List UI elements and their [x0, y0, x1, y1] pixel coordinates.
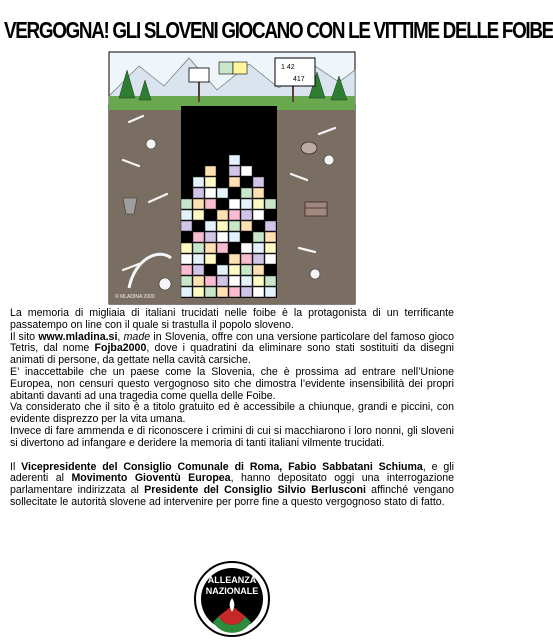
- text-run: Il: [10, 460, 22, 473]
- text-run: ,: [117, 330, 124, 343]
- stack-block: [241, 188, 252, 198]
- stack-block: [205, 199, 216, 209]
- stack-block: [253, 254, 264, 264]
- stack-block: [217, 188, 228, 198]
- text-run: Invece di fare ammenda e di riconoscere i crimini di cui si macchiarono i loro nonni, gli sloveni si divertono ad infangare e deridere la memoria di tanti italiani vilmente trucidati.: [10, 424, 454, 449]
- headline: VERGOGNA! GLI SLOVENI GIOCANO CON LE VITTIME DELLE FOIBE: [4, 17, 553, 43]
- cartoon-illustration: [109, 52, 355, 304]
- logo-line2: NAZIONALE: [205, 586, 259, 596]
- stack-block: [241, 166, 252, 176]
- stack-block: [253, 177, 264, 187]
- text-run: E’ inaccettabile che un paese come la Slovenia, che è prossima ad entrare nell’Unione Europea, non censuri questo vergognoso sito che dimostra l’evidente insensibilità dei propri abitanti davanti ad una tragedia come quella delle Foibe.: [10, 365, 454, 402]
- treasure-chest: [305, 202, 327, 216]
- stack-block: [265, 199, 276, 209]
- stack-block: [193, 232, 204, 242]
- article-body: [10, 308, 454, 509]
- stack-block: [217, 210, 228, 220]
- stack-block: [181, 276, 192, 286]
- stack-block: [265, 221, 276, 231]
- stack-block: [217, 276, 228, 286]
- text-run: , e gli aderenti al: [10, 460, 454, 485]
- stack-block: [205, 287, 216, 297]
- stack-block: [253, 232, 264, 242]
- stack-block: [181, 254, 192, 264]
- stack-block: [193, 188, 204, 198]
- alleanza-nazionale-logo: [193, 560, 271, 638]
- stack-block: [193, 265, 204, 275]
- stack-block: [229, 210, 240, 220]
- stack-block: [193, 243, 204, 253]
- stack-block: [265, 276, 276, 286]
- stack-block: [181, 243, 192, 253]
- stack-block: [253, 188, 264, 198]
- paragraph-2: [10, 332, 454, 367]
- stack-block: [205, 221, 216, 231]
- stack-block: [229, 199, 240, 209]
- stack-block: [241, 221, 252, 231]
- stack-block: [193, 177, 204, 187]
- stack-block: [241, 287, 252, 297]
- paragraph-6: [10, 462, 454, 509]
- stack-block: [253, 265, 264, 275]
- text-run: affinché vengano sollecitate le autorità slovene ad intervenire per porre fine a questo vergognoso stato di fatto.: [10, 484, 455, 508]
- stack-block: [193, 210, 204, 220]
- stack-block: [229, 155, 240, 165]
- stack-block: [265, 287, 276, 297]
- stack-block: [229, 177, 240, 187]
- italic-run: made: [123, 330, 151, 343]
- stack-block: [205, 177, 216, 187]
- stack-block: [205, 276, 216, 286]
- stack-block: [229, 265, 240, 275]
- stack-block: [181, 221, 192, 231]
- stack-block: [229, 232, 240, 242]
- stack-block: [193, 276, 204, 286]
- paragraph-5: [10, 426, 454, 450]
- logo-line1: ALLEANZA: [207, 575, 257, 585]
- text-run: , hanno depositato oggi una interrogazione parlamentare indirizzata al: [10, 472, 454, 497]
- score-top: 1 42: [281, 64, 295, 71]
- bold-run: Vicepresidente del Consiglio Comunale di Roma, Fabio Sabbatani Schiuma: [21, 460, 423, 473]
- stack-block: [181, 265, 192, 275]
- stack-block: [229, 254, 240, 264]
- stack-block: [241, 276, 252, 286]
- text-run: , dove i quadratini da eliminare sono stati sostituiti da disegni animati di persone, da gettate nella cavità carsiche.: [10, 342, 454, 367]
- tetris-cartoon: [109, 52, 355, 304]
- stack-block: [181, 287, 192, 297]
- stack-block: [253, 287, 264, 297]
- pot: [301, 142, 317, 154]
- stack-block: [205, 188, 216, 198]
- paragraph-4: [10, 402, 454, 426]
- stack-block: [241, 254, 252, 264]
- stack-block: [241, 210, 252, 220]
- text-run: Il sito: [10, 330, 39, 343]
- stack-block: [265, 254, 276, 264]
- bold-run: Movimento Gioventù Europea: [71, 472, 231, 485]
- stack-block: [205, 166, 216, 176]
- stack-block: [265, 243, 276, 253]
- text-run: La memoria di migliaia di italiani trucidati nelle foibe è la protagonista di un terrificante passatempo on line con il quale si trastulla il popolo sloveno.: [10, 307, 454, 331]
- stack-block: [181, 199, 192, 209]
- stack-block: [265, 232, 276, 242]
- stack-block: [241, 199, 252, 209]
- stack-block: [253, 210, 264, 220]
- stack-block: [217, 221, 228, 231]
- stack-block: [229, 221, 240, 231]
- cartoon-signature: © MLADINA 2000: [115, 294, 155, 300]
- stack-block: [217, 232, 228, 242]
- stack-block: [193, 199, 204, 209]
- text-run: in Slovenia, offre con una versione particolare del famoso gioco Tetris, dal nome: [10, 330, 454, 355]
- stack-block: [253, 199, 264, 209]
- stack-block: [205, 243, 216, 253]
- stack-block: [193, 254, 204, 264]
- paragraph-3: [10, 367, 454, 402]
- stack-block: [217, 265, 228, 275]
- stack-block: [217, 243, 228, 253]
- stack-block: [241, 243, 252, 253]
- bold-run: Fojba2000: [94, 342, 147, 355]
- stack-block: [229, 276, 240, 286]
- falling-block: [219, 62, 247, 74]
- stack-block: [229, 166, 240, 176]
- stack-block: [253, 276, 264, 286]
- stack-block: [205, 232, 216, 242]
- stack-block: [193, 287, 204, 297]
- stack-block: [229, 287, 240, 297]
- bold-run: Presidente del Consiglio Silvio Berlusconi: [144, 484, 366, 497]
- stack-block: [181, 210, 192, 220]
- stack-block: [253, 243, 264, 253]
- stack-block: [205, 254, 216, 264]
- paragraph-1: [10, 308, 454, 332]
- bold-run: www.mladina.si: [38, 330, 118, 343]
- text-run: Va considerato che il sito è a titolo gratuito ed è accessibile a chiunque, grandi e piccini, con evidente disprezzo per la vita umana.: [10, 401, 454, 426]
- stack-block: [241, 265, 252, 275]
- score-bottom: 417: [293, 76, 305, 83]
- stack-block: [217, 287, 228, 297]
